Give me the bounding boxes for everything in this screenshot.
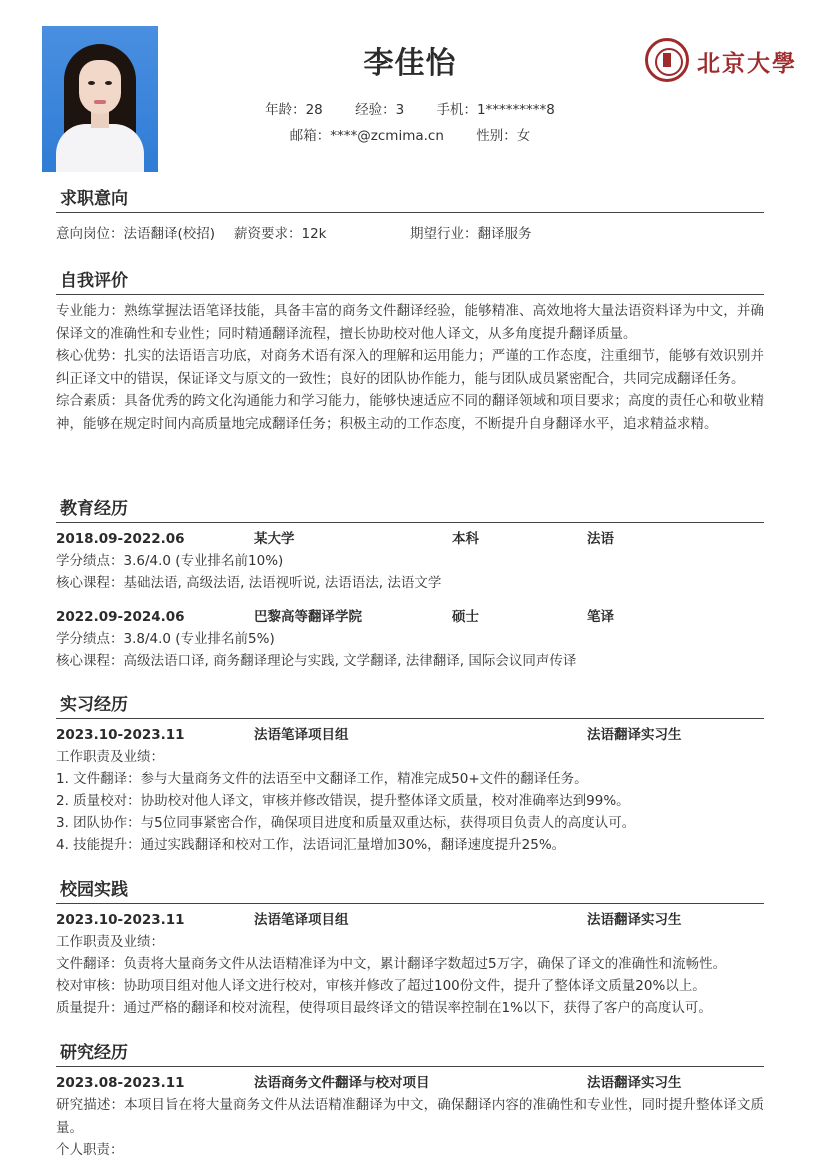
salary-label: 薪资要求： [234, 226, 302, 242]
section-self-evaluation [56, 268, 764, 435]
research-role: 法语翻译实习生 [587, 1075, 682, 1091]
campus-role: 法语翻译实习生 [587, 912, 682, 928]
intern-period: 2023.10-2023.11 [56, 727, 185, 743]
section-internship [56, 692, 764, 856]
basic-info-row-1 [0, 98, 820, 118]
section-title: 教育经历 [56, 496, 764, 523]
edu-degree: 本科 [452, 531, 479, 547]
salary-value: 12k [301, 226, 327, 242]
phone-value: 1*********8 [476, 102, 555, 118]
industry-label: 期望行业： [410, 226, 478, 242]
phone-label: 手机： [436, 102, 477, 118]
gender-label: 性别： [476, 128, 517, 144]
section-education [56, 496, 764, 672]
internship-row [56, 724, 764, 746]
research-row [56, 1072, 764, 1094]
intern-line: 3. 团队协作：与5位同事紧密合作，确保项目进度和质量双重达标，获得项目负责人的高度认可。 [56, 815, 636, 831]
research-period: 2023.08-2023.11 [56, 1075, 185, 1091]
edu-school: 巴黎高等翻译学院 [254, 609, 362, 625]
section-title: 研究经历 [56, 1040, 764, 1067]
position-label: 意向岗位： [56, 226, 124, 242]
university-logo [645, 38, 795, 84]
section-title: 校园实践 [56, 877, 764, 904]
email-label: 邮箱： [289, 128, 331, 144]
gender-value: 女 [516, 128, 531, 144]
section-job-intent [56, 186, 764, 245]
intent-row [56, 223, 764, 245]
candidate-name: 李佳怡 [363, 46, 457, 81]
section-title: 求职意向 [56, 186, 764, 213]
experience-label: 经验： [355, 102, 396, 118]
section-title: 实习经历 [56, 692, 764, 719]
section-campus-practice [56, 877, 764, 1019]
basic-info-row-2 [0, 124, 820, 144]
education-row [56, 528, 764, 550]
campus-line: 校对审核：协助项目组对他人译文进行校对，审核并修改了超过100份文件，提升了整体译文质量20%以上。 [56, 978, 706, 994]
campus-row [56, 909, 764, 931]
age-label: 年龄： [265, 102, 306, 118]
edu-gpa: 学分绩点：3.8/4.0 (专业排名前5%) [56, 631, 275, 647]
research-org: 法语商务文件翻译与校对项目 [254, 1075, 430, 1091]
education-row [56, 606, 764, 628]
intern-lead: 工作职责及业绩： [56, 749, 164, 765]
self-eval-paragraph: 核心优势：扎实的法语语言功底，对商务术语有深入的理解和运用能力；严谨的工作态度，注重细节，能够有效识别并纠正译文中的错误，保证译文与原文的一致性；良好的团队协作能力，能与团队成员紧密配合，共同完成翻译任务。 [56, 348, 764, 387]
intern-role: 法语翻译实习生 [587, 727, 682, 743]
email-value: ****@zcmima.cn [330, 128, 444, 144]
campus-org: 法语笔译项目组 [254, 912, 349, 928]
intern-line: 1. 文件翻译：参与大量商务文件的法语至中文翻译工作，精准完成50+文件的翻译任务。 [56, 771, 588, 787]
intern-line: 2. 质量校对：协助校对他人译文，审核并修改错误，提升整体译文质量，校对准确率达到99%。 [56, 793, 630, 809]
age-value: 28 [305, 102, 323, 118]
intern-org: 法语笔译项目组 [254, 727, 349, 743]
edu-degree: 硕士 [452, 609, 479, 625]
campus-lead: 工作职责及业绩： [56, 934, 164, 950]
campus-line: 文件翻译：负责将大量商务文件从法语精准译为中文，累计翻译字数超过5万字，确保了译文的准确性和流畅性。 [56, 956, 727, 972]
section-research [56, 1040, 764, 1161]
research-desc: 研究描述：本项目旨在将大量商务文件从法语精准翻译为中文，确保翻译内容的准确性和专业性，同时提升整体译文质量。 [56, 1097, 764, 1136]
research-duty-label: 个人职责： [56, 1142, 124, 1158]
edu-gpa: 学分绩点：3.6/4.0 (专业排名前10%) [56, 553, 284, 569]
edu-courses: 核心课程：高级法语口译, 商务翻译理论与实践, 文学翻译, 法律翻译, 国际会议同声传译 [56, 653, 577, 669]
edu-courses: 核心课程：基础法语, 高级法语, 法语视听说, 法语语法, 法语文学 [56, 575, 442, 591]
edu-major: 笔译 [587, 609, 614, 625]
edu-major: 法语 [587, 531, 614, 547]
experience-value: 3 [395, 102, 405, 118]
position-value: 法语翻译(校招) [123, 226, 216, 242]
campus-line: 质量提升：通过严格的翻译和校对流程，使得项目最终译文的错误率控制在1%以下，获得了客户的高度认可。 [56, 1000, 712, 1016]
intern-line: 4. 技能提升：通过实践翻译和校对工作，法语词汇量增加30%，翻译速度提升25%。 [56, 837, 566, 853]
section-title: 自我评价 [56, 268, 764, 295]
seal-icon [645, 38, 689, 82]
university-logo-text: 北京大學 [697, 50, 797, 77]
edu-school: 某大学 [254, 531, 295, 547]
self-eval-paragraph: 专业能力：熟练掌握法语笔译技能，具备丰富的商务文件翻译经验，能够精准、高效地将大量法语资料译为中文，并确保译文的准确性和专业性；同时精通翻译流程，擅长协助校对他人译文，从多角度提升翻译质量。 [56, 303, 764, 342]
edu-period: 2018.09-2022.06 [56, 531, 185, 547]
edu-period: 2022.09-2024.06 [56, 609, 185, 625]
industry-value: 翻译服务 [477, 226, 532, 242]
campus-period: 2023.10-2023.11 [56, 912, 185, 928]
self-eval-paragraph: 综合素质：具备优秀的跨文化沟通能力和学习能力，能够快速适应不同的翻译领域和项目要求；高度的责任心和敬业精神，能够在规定时间内高质量地完成翻译任务；积极主动的工作态度，不断提升自身翻译水平，追求精益求精。 [56, 393, 764, 432]
